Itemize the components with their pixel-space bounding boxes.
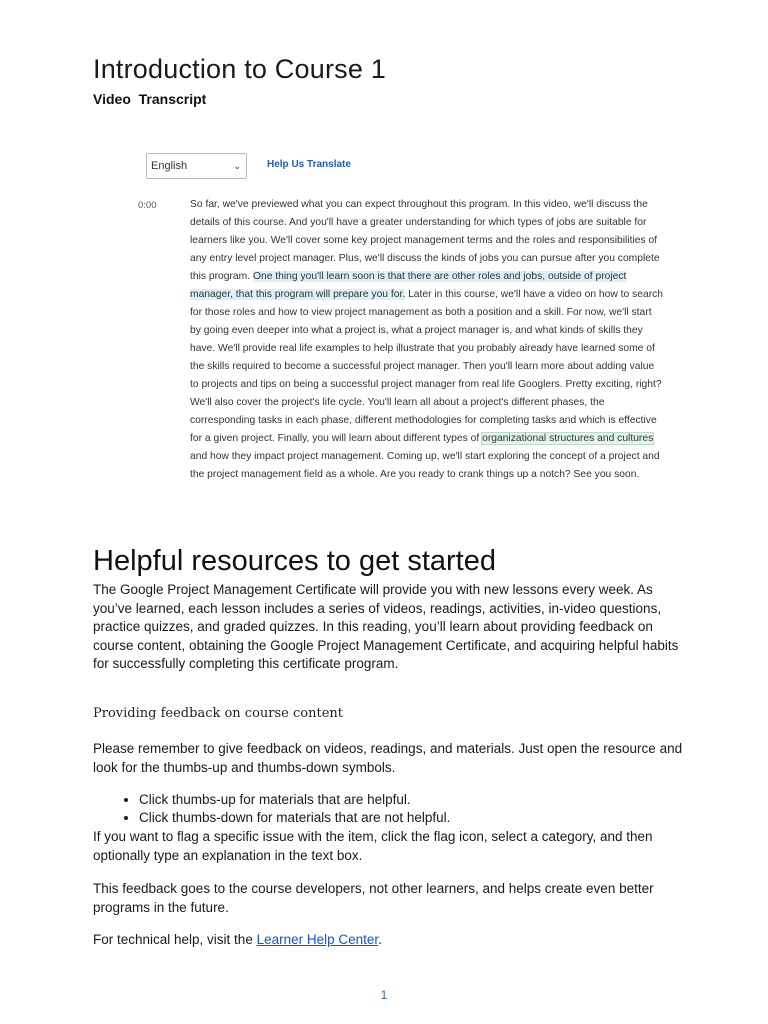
page-title: Introduction to Course 1 [93,54,386,84]
language-select-value: English [151,160,188,172]
learner-help-center-link[interactable]: Learner Help Center [256,932,379,947]
tech-help-prefix: For technical help, visit the [93,932,257,947]
transcript-highlight-note: organizational structures and cultures [482,433,654,444]
list-item: • Click thumbs-down for materials that are not helpful. [139,809,683,827]
transcript-text [190,196,664,484]
help-translate-link[interactable]: Help Us Translate [267,158,351,170]
transcript-text-part3: and how they impact project management. Coming up, we'll start exploring the concept of a project and the project management field as a whole. Are you ready to crank things up a notch? See you soon. [190,451,660,480]
feedback-paragraph-1: Please remember to give feedback on videos, readings, and materials. Just open the resource and look for the thumbs-up and thumbs-down symbols. [93,741,683,775]
transcript-panel [138,150,666,522]
language-row [146,153,351,179]
list-item: • Click thumbs-up for materials that are helpful. [139,791,683,809]
feedback-paragraph-2: If you want to flag a specific issue with the item, click the flag icon, select a category, and then optionally type an explanation in the text box. [93,829,653,863]
tech-help-paragraph [93,931,683,950]
page-number: 1 [380,988,388,1002]
chevron-down-icon: ⌄ [233,160,241,171]
page-subtitle: Video Transcript [93,91,207,107]
resources-heading: Helpful resources to get started [93,545,496,577]
feedback-bullet-list [93,791,683,827]
transcript-text-part1: So far, we've previewed what you can expect throughout this program. In this video, we'll discuss the details of this course. And you'll have a greater understanding for which types of jobs are suitable for learners like you. We'll cover some key project management terms and the roles and responsibilities of any entry level project manager. Plus, we'll discuss the kinds of jobs you can pursue after you complete this program. [190,199,660,282]
resources-intro: The Google Project Management Certificate will provide you with new lessons every week. As you’ve learned, each lesson includes a series of videos, readings, activities, in-video questions, practice quizzes, and graded quizzes. In this reading, you’ll learn about providing feedback on course content, obtaining the Google Project Management Certificate, and acquiring helpful habits for successfully completing this certificate program. [93,582,679,671]
transcript-timestamp[interactable]: 0:00 [138,200,157,211]
tech-help-suffix: . [378,932,382,947]
feedback-heading: Providing feedback on course content [93,706,343,721]
language-select[interactable] [146,153,247,179]
transcript-highlight-current: One thing you'll learn soon is that there are other roles and jobs, outside of project manager, that this program will prepare you for. [190,271,627,300]
feedback-paragraph-3: This feedback goes to the course developers, not other learners, and helps create even better programs in the future. [93,881,654,915]
transcript-text-part2: Later in this course, we'll have a video on how to search for those roles and how to view project management as both a position and a skill. For now, we'll start by going even deeper into what a project is, what a project manager is, and what kinds of skills they have. We'll provide real life examples to help illustrate that you probably already have learned some of the skills required to become a successful project manager. Then you'll learn more about adding value to projects and tips on being a successful project manager from real life Googlers. Pretty exciting, right? We'll also cover the project's life cycle. You'll learn all about a project's different phases, the corresponding tasks in each phase, different methodologies for completing tasks and which is effective for a given project. Finally, you will learn about different types of [190,289,664,444]
